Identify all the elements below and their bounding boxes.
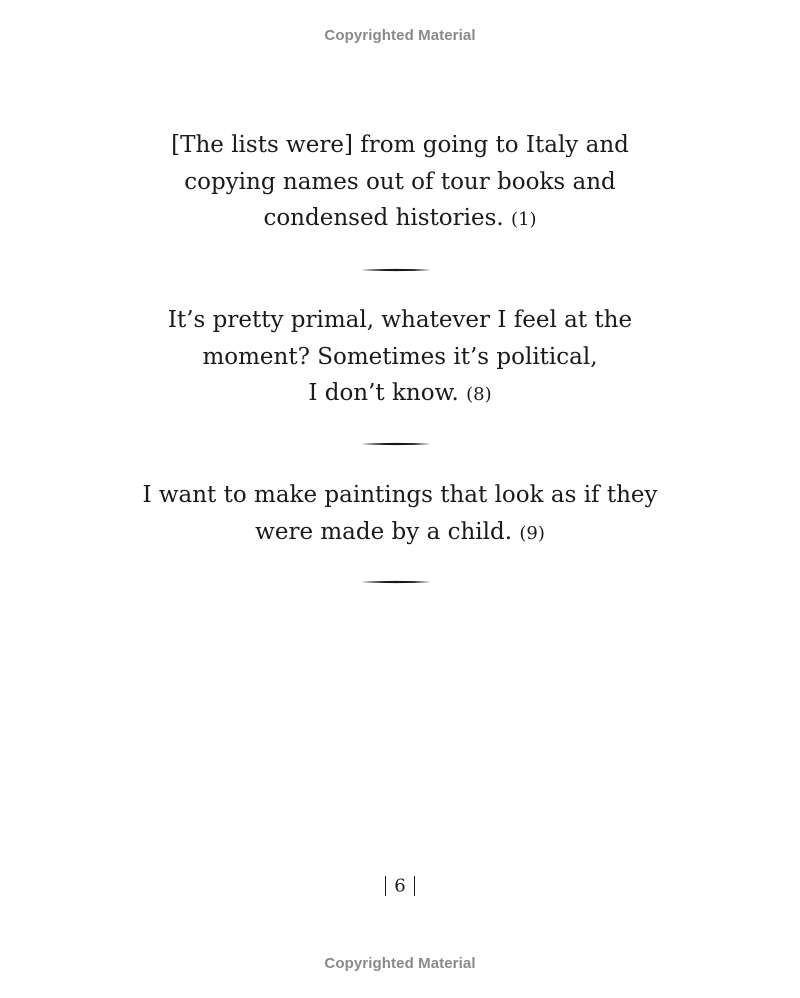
- quote-line-text: condensed histories.: [263, 205, 504, 231]
- ornament-divider: [361, 264, 431, 276]
- quote-reference: (1): [511, 209, 537, 230]
- quote-line-last: [100, 514, 700, 553]
- quote-line: copying names out of tour books and: [184, 168, 616, 195]
- ornament-divider: [361, 576, 431, 588]
- quote-block: [100, 477, 700, 552]
- quote-line: moment? Sometimes it’s political,: [202, 343, 598, 370]
- quote-block: [100, 302, 700, 414]
- quote-line-text: were made by a child.: [255, 518, 513, 545]
- page-number-bar-left: [385, 876, 387, 896]
- quote-line: I want to make paintings that look as if they: [142, 482, 658, 508]
- page-number: [0, 875, 800, 897]
- quote-reference: (9): [519, 522, 545, 544]
- page-number-value: 6: [394, 875, 406, 897]
- quote-block: [100, 127, 700, 239]
- copyright-watermark-bottom: Copyrighted Material: [324, 955, 476, 972]
- quote-line-last: [100, 200, 700, 239]
- quote-line: [The lists were] from going to Italy and: [171, 132, 629, 158]
- quote-line: It’s pretty primal, whatever I feel at the: [167, 307, 633, 333]
- copyright-watermark-top: Copyrighted Material: [324, 27, 476, 44]
- quote-reference: (8): [466, 384, 492, 405]
- quote-line-text: I don’t know.: [308, 380, 459, 406]
- quote-line-last: [100, 375, 700, 414]
- page-number-bar-right: [414, 876, 416, 896]
- ornament-divider: [361, 438, 431, 450]
